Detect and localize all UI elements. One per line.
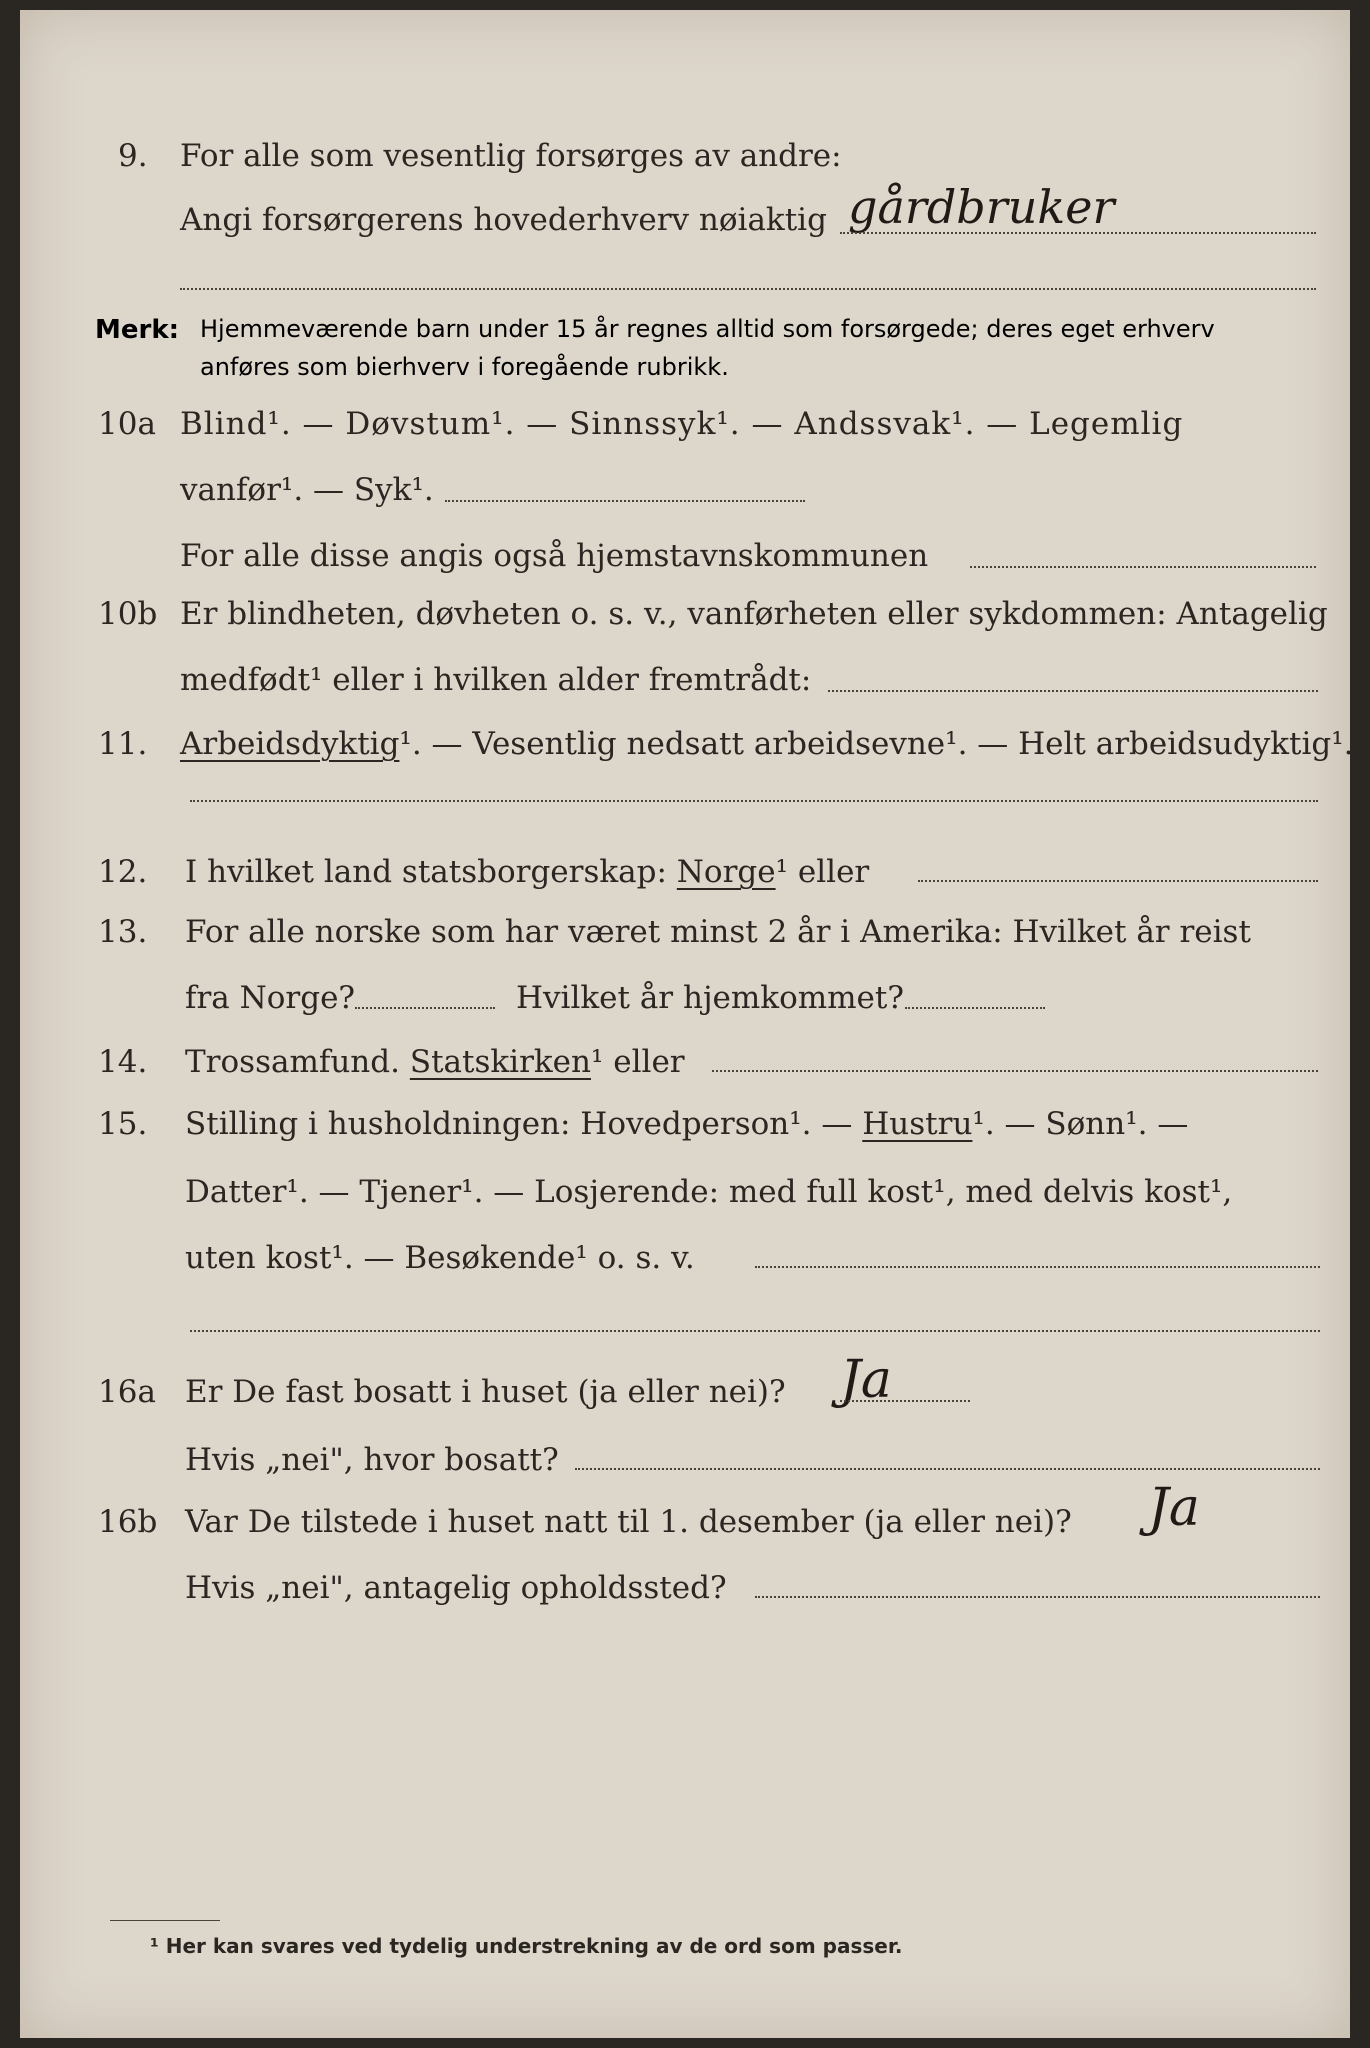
question-text: For alle disse angis også hjemstavnskommunen: [180, 538, 929, 574]
handwritten-answer: Ja: [1148, 1478, 1200, 1538]
question-text: Datter¹. — Tjener¹. — Losjerende: med full kost¹, med delvis kost¹,: [185, 1174, 1233, 1210]
answer-line: [755, 1596, 1320, 1598]
question-text: Hvilket år hjemkommet?: [516, 980, 904, 1016]
question-number: 12.: [98, 854, 148, 890]
question-text: uten kost¹. — Besøkende¹ o. s. v.: [185, 1240, 695, 1276]
question-text: Hvis „nei", hvor bosatt?: [185, 1442, 559, 1478]
question-number: 9.: [118, 138, 148, 174]
answer-line: [712, 1070, 1318, 1072]
note-line: anføres som bierhverv i foregående rubrikk.: [200, 353, 729, 381]
question-number: 10a: [98, 406, 156, 442]
question-label: I hvilket land statsborgerskap:: [185, 854, 667, 890]
answer-line: [970, 566, 1316, 568]
question-text: For alle som vesentlig forsørges av andre:: [180, 138, 842, 174]
answer-line: [190, 800, 1318, 802]
answer-line: [355, 1007, 495, 1009]
option-list: ¹. — Sønn¹. —: [972, 1106, 1189, 1142]
underlined-option: Norge: [676, 854, 776, 890]
question-label: Trossamfund.: [185, 1044, 400, 1080]
note-text: [200, 310, 1215, 386]
question-number: 11.: [98, 726, 148, 762]
answer-line: [755, 1266, 1320, 1268]
answer-line: [840, 1400, 970, 1402]
note-label: Merk:: [95, 315, 180, 345]
question-text: [185, 854, 869, 890]
answer-line: [180, 288, 1316, 290]
footnote-divider: [110, 1920, 220, 1921]
option-list: Stilling i husholdningen: Hovedperson¹. —: [185, 1106, 853, 1142]
question-text: Er De fast bosatt i huset (ja eller nei)?: [185, 1374, 786, 1410]
question-text: medfødt¹ eller i hvilken alder fremtrådt:: [180, 662, 812, 698]
question-number: 16b: [98, 1504, 158, 1540]
question-text: Blind¹. — Døvstum¹. — Sinnssyk¹. — Andssvak¹. — Legemlig: [180, 406, 1184, 442]
question-number: 13.: [98, 914, 148, 950]
answer-line: [445, 500, 805, 502]
question-text: Hvis „nei", antagelig opholdssted?: [185, 1570, 727, 1606]
question-number: 14.: [98, 1044, 148, 1080]
underlined-option: Statskirken: [409, 1044, 591, 1080]
question-text: Angi forsørgerens hovederhverv nøiaktig: [180, 202, 827, 238]
answer-line: [828, 690, 1318, 692]
question-text: Er blindheten, døvheten o. s. v., vanførheten eller sykdommen: Antagelig: [180, 596, 1328, 632]
question-text: [185, 1044, 685, 1080]
answer-line: [905, 1007, 1045, 1009]
note-line: Hjemmeværende barn under 15 år regnes alltid som forsørgede; deres eget erhverv: [200, 315, 1215, 343]
question-text: [180, 726, 1354, 762]
question-text: fra Norge?: [185, 980, 356, 1016]
question-number: 16a: [98, 1374, 156, 1410]
answer-line: [575, 1468, 1320, 1470]
question-text: Var De tilstede i huset natt til 1. desember (ja eller nei)?: [185, 1504, 1072, 1540]
question-label: ¹ eller: [590, 1044, 685, 1080]
question-text: [185, 1106, 1188, 1142]
question-label: ¹ eller: [775, 854, 870, 890]
answer-line: [918, 880, 1318, 882]
question-number: 15.: [98, 1106, 148, 1142]
question-text: For alle norske som har været minst 2 år i Amerika: Hvilket år reist: [185, 914, 1251, 950]
underlined-option: Hustru: [862, 1106, 973, 1142]
underlined-option: Arbeidsdyktig: [180, 726, 400, 762]
option-list: ¹. — Vesentlig nedsatt arbeidsevne¹. — Helt arbeidsudyktig¹.: [399, 726, 1354, 762]
answer-line: [840, 232, 1316, 234]
footnote: ¹ Her kan svares ved tydelig understrekning av de ord som passer.: [150, 1934, 903, 1958]
census-form-page: [20, 10, 1354, 2038]
answer-line: [190, 1330, 1320, 1332]
handwritten-answer: Ja: [840, 1350, 892, 1410]
question-text: vanfør¹. — Syk¹.: [180, 472, 434, 508]
question-number: 10b: [98, 596, 158, 632]
handwritten-answer: gårdbruker: [848, 180, 1115, 234]
